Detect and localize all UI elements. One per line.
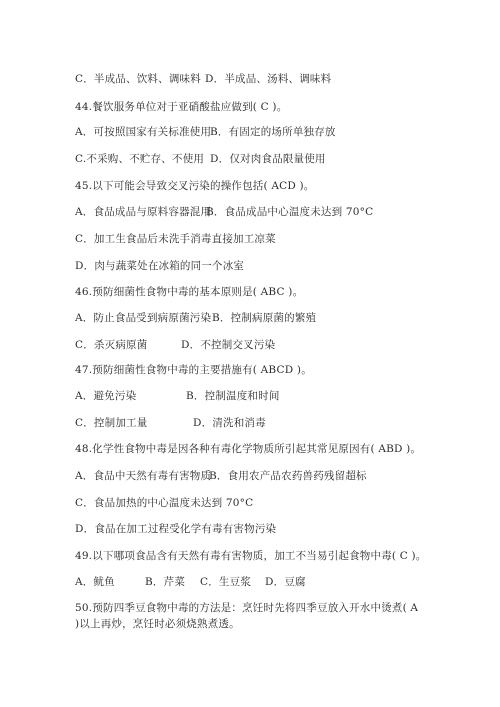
option-a: A．防止食品受到病原菌污染	[75, 312, 212, 324]
option-b: B．有固定的场所单独存放	[210, 126, 336, 138]
question-48-option-c: C．食品加热的中心温度未达到 70°C	[75, 497, 254, 509]
question-50: 50.预防四季豆食物中毒的方法是：烹饪时先将四季豆放入开水中烫煮( A )以上再炒，烹饪时必须烧熟煮透。	[75, 602, 419, 630]
option-d: D．仅对肉食品限量使用	[210, 153, 326, 165]
question-48: 48.化学性食物中毒是因各种有毒化学物质所引起其常见原因有( ABD )。	[75, 443, 422, 455]
question-48-options-ab	[75, 469, 367, 483]
option-row-c-d	[75, 72, 332, 86]
option-b: B．控制病原菌的繁殖	[212, 312, 317, 324]
option-c: C．控制加工量	[75, 417, 148, 429]
option-d: D．清洗和消毒	[193, 417, 266, 429]
option-a: A．避免污染	[75, 390, 137, 402]
option-a: A．可按照国家有关标准使用	[75, 126, 212, 138]
option-a: A．食品成品与原料容器混用	[75, 206, 212, 218]
option-d: D．不控制交叉污染	[181, 339, 276, 351]
option-c: C．半成品、饮料、调味料	[75, 73, 201, 85]
question-45-option-c: C．加工生食品后未洗手消毒直接加工凉菜	[75, 233, 276, 245]
question-46: 46.预防细菌性食物中毒的基本原则是( ABC )。	[75, 286, 304, 298]
option-d: D．豆腐	[265, 576, 306, 588]
question-47-options-cd	[75, 416, 266, 430]
option-b: B．食品成品中心温度未达到 70°C	[206, 206, 374, 218]
question-49: 49.以下哪项食品含有天然有毒有害物质，加工不当易引起食物中毒( C )。	[75, 550, 427, 562]
question-49-options	[75, 575, 306, 589]
question-45-option-d: D．肉与蔬菜处在冰箱的同一个冰室	[75, 260, 245, 272]
option-a: A．鱿鱼	[75, 576, 115, 588]
option-a: A．食品中天然有毒有害物质	[75, 470, 212, 482]
question-47-options-ab	[75, 389, 280, 403]
option-b: B．芹菜	[145, 576, 186, 588]
question-45-options-ab	[75, 205, 374, 219]
question-47: 47.预防细菌性食物中毒的主要措施有( ABCD )。	[75, 364, 312, 376]
question-48-option-d: D．食品在加工过程受化学有毒有害物污染	[75, 523, 277, 535]
question-44-options-ab	[75, 125, 336, 139]
option-c: C．杀灭病原菌	[75, 339, 148, 351]
option-d: D．半成品、汤料、调味料	[205, 73, 332, 85]
question-46-options-cd	[75, 338, 276, 352]
option-c: C．生豆浆	[200, 576, 252, 588]
option-b: B．食用农产品农药兽药残留超标	[209, 470, 367, 482]
option-c: C.不采购、不贮存、不使用	[75, 153, 205, 165]
question-44-options-cd	[75, 152, 326, 166]
question-44: 44.餐饮服务单位对于亚硝酸盐应做到( C )。	[75, 101, 288, 113]
option-b: B．控制温度和时间	[186, 390, 280, 402]
question-45: 45.以下可能会导致交叉污染的操作包括( ACD )。	[75, 180, 315, 192]
question-46-options-ab	[75, 311, 317, 325]
